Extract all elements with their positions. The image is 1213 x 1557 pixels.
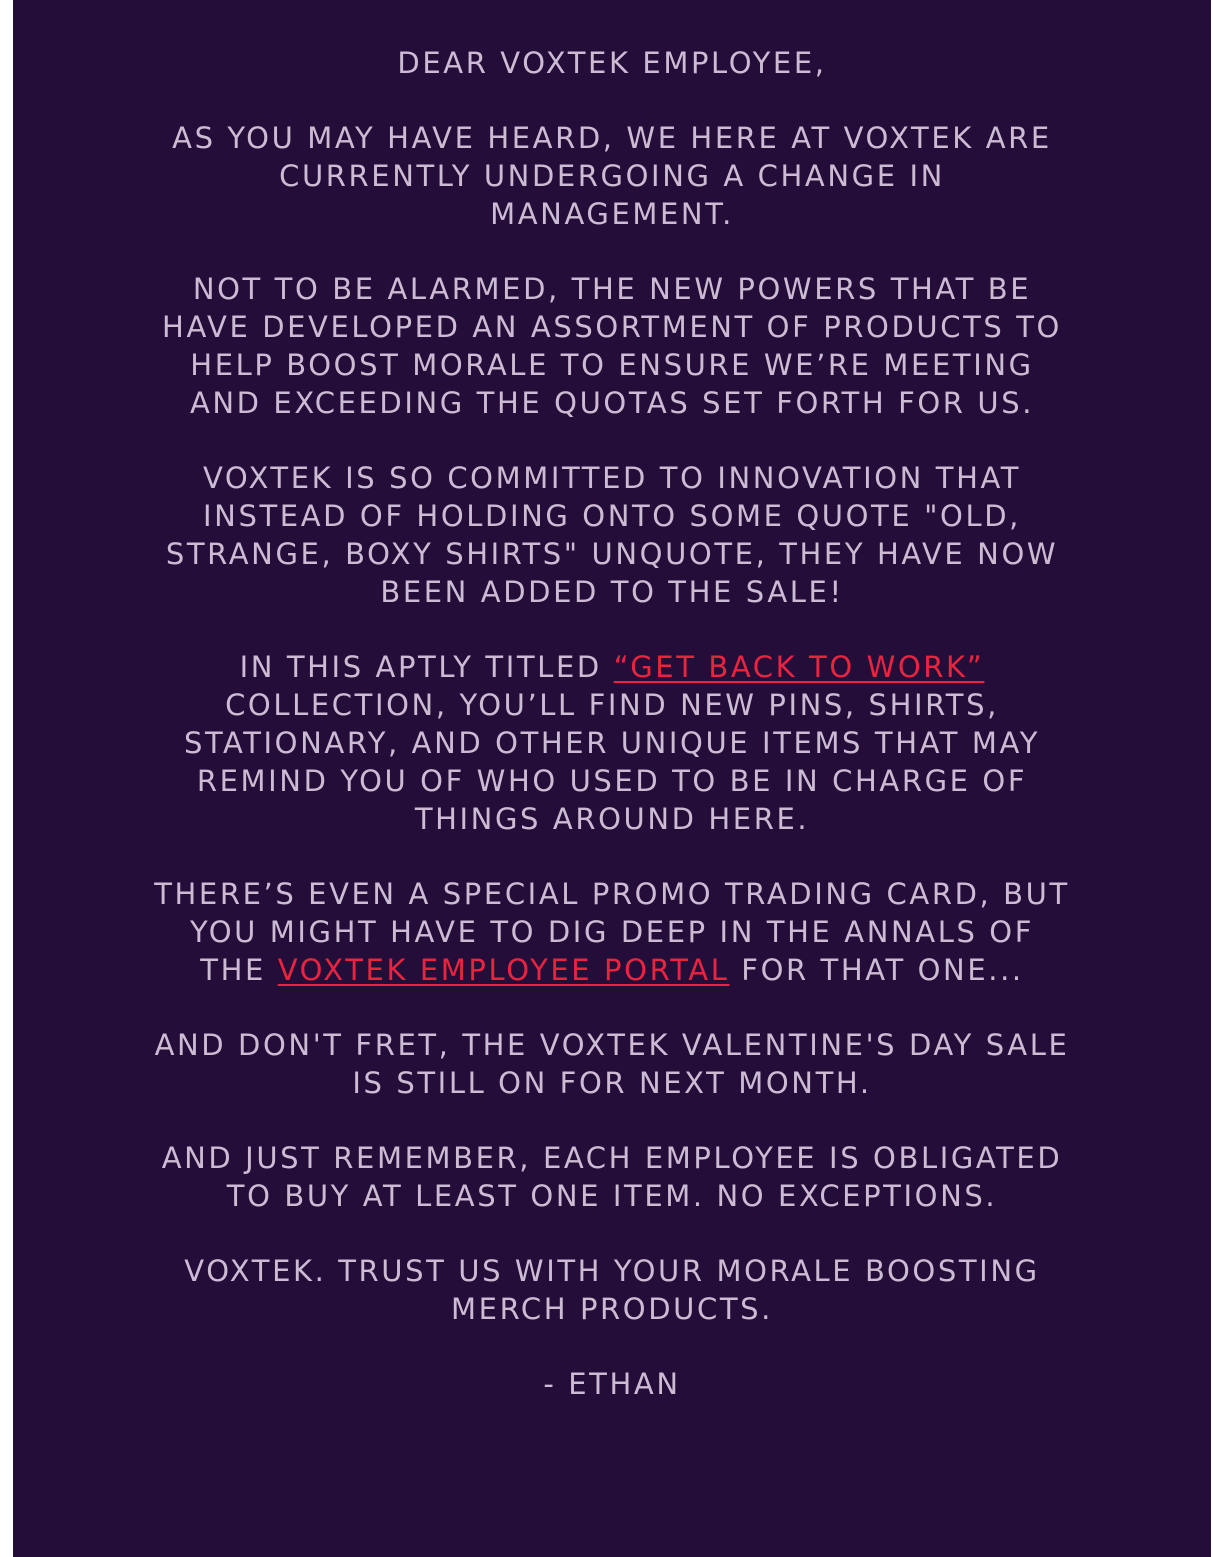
greeting: DEAR VOXTEK EMPLOYEE, bbox=[397, 46, 827, 80]
trading-card-text-after: FOR THAT ONE... bbox=[729, 953, 1024, 987]
paragraph-trading-card bbox=[153, 875, 1071, 989]
paragraph-boxy-shirts: VOXTEK IS SO COMMITTED TO INNOVATION THAT INSTEAD OF HOLDING ONTO SOME QUOTE "OLD, STRANGE, BOXY SHIRTS" UNQUOTE, THEY HAVE NOW BEEN ADDED TO THE SALE! bbox=[165, 461, 1059, 609]
paragraph-obligation: AND JUST REMEMBER, EACH EMPLOYEE IS OBLIGATED TO BUY AT LEAST ONE ITEM. NO EXCEPTIONS. bbox=[161, 1141, 1063, 1213]
signature: - ETHAN bbox=[543, 1367, 681, 1401]
paragraph-management-change: AS YOU MAY HAVE HEARD, WE HERE AT VOXTEK ARE CURRENTLY UNDERGOING A CHANGE IN MANAGEMENT. bbox=[172, 121, 1052, 231]
paragraph-valentines-sale: AND DON'T FRET, THE VOXTEK VALENTINE'S DAY SALE IS STILL ON FOR NEXT MONTH. bbox=[154, 1028, 1070, 1100]
paragraph-products: NOT TO BE ALARMED, THE NEW POWERS THAT BE HAVE DEVELOPED AN ASSORTMENT OF PRODUCTS TO HELP BOOST MORALE TO ENSURE WE’RE MEETING AND EXCEEDING THE QUOTAS SET FORTH FOR US. bbox=[162, 272, 1062, 420]
letter-body bbox=[153, 44, 1071, 1440]
paragraph-collection bbox=[153, 648, 1071, 838]
get-back-to-work-link[interactable]: “GET BACK TO WORK” bbox=[613, 650, 985, 684]
collection-text-before: IN THIS APTLY TITLED bbox=[239, 650, 614, 684]
letter-panel bbox=[13, 0, 1211, 1557]
paragraph-tagline: VOXTEK. TRUST US WITH YOUR MORALE BOOSTING MERCH PRODUCTS. bbox=[184, 1254, 1040, 1326]
trading-card-text-before: THERE’S EVEN A SPECIAL PROMO TRADING CARD, BUT YOU MIGHT HAVE TO DIG DEEP IN THE ANNALS OF THE bbox=[154, 877, 1070, 987]
collection-text-after: COLLECTION, YOU’LL FIND NEW PINS, SHIRTS, STATIONARY, AND OTHER UNIQUE ITEMS THAT MAY REMIND YOU OF WHO USED TO BE IN CHARGE OF THINGS AROUND HERE. bbox=[183, 688, 1041, 836]
employee-portal-link[interactable]: VOXTEK EMPLOYEE PORTAL bbox=[277, 953, 730, 987]
